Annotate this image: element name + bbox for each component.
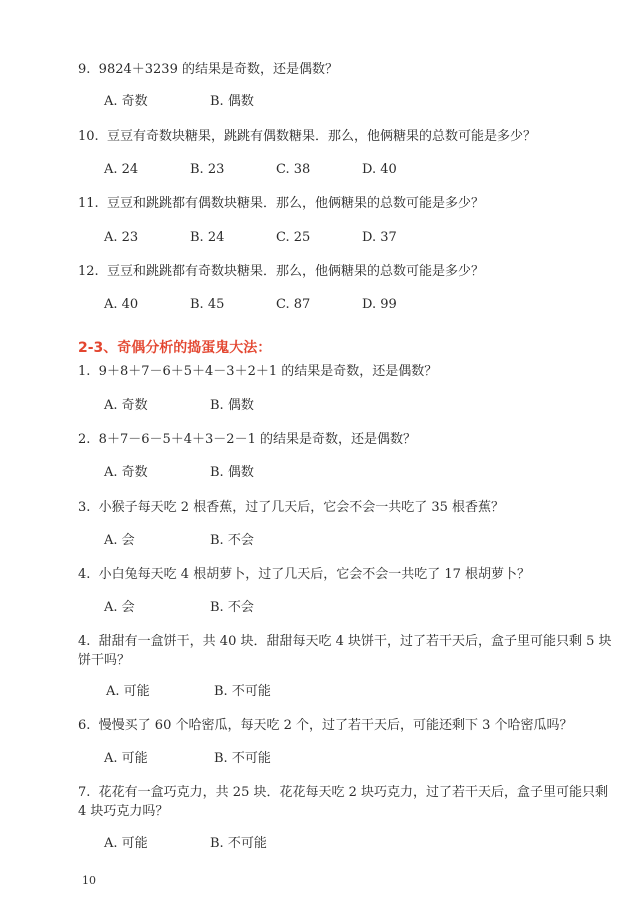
option-a[interactable]: A. 会 — [104, 600, 135, 615]
question-s6 — [78, 716, 608, 735]
option-b[interactable]: B. 不会 — [210, 600, 254, 615]
option-a[interactable]: A. 23 — [104, 230, 139, 245]
option-b[interactable]: B. 不可能 — [214, 751, 271, 766]
question-number: 4. — [78, 634, 91, 649]
option-c[interactable]: C. 25 — [276, 230, 311, 245]
question-number: 12. — [78, 264, 99, 279]
question-s3 — [78, 498, 608, 517]
question-s1 — [78, 362, 608, 381]
option-a[interactable]: A. 可能 — [104, 836, 148, 851]
option-b[interactable]: B. 不可能 — [214, 684, 271, 699]
question-text: 豆豆有奇数块糖果，跳跳有偶数糖果．那么，他俩糖果的总数可能是多少？ — [106, 129, 536, 144]
question-text: 花花有一盒巧克力，共 25 块．花花每天吃 2 块巧克力，过了若干天后，盒子里可能只剩 — [98, 785, 609, 800]
option-c[interactable]: C. 87 — [276, 297, 311, 312]
option-b[interactable]: B. 不会 — [210, 533, 254, 548]
question-number: 11. — [78, 196, 99, 211]
question-number: 10. — [78, 129, 99, 144]
option-b[interactable]: B. 偶数 — [210, 94, 254, 109]
option-a[interactable]: A. 40 — [104, 297, 139, 312]
question-number: 1. — [78, 364, 91, 379]
question-number: 4. — [78, 567, 91, 582]
section-title: 2-3、奇偶分析的捣蛋鬼大法： — [78, 340, 272, 356]
option-d[interactable]: D. 99 — [362, 297, 397, 312]
question-text: 慢慢买了 60 个哈密瓜，每天吃 2 个，过了若干天后，可能还剩下 3 个哈密瓜吗？ — [98, 718, 573, 733]
question-9 — [78, 60, 608, 79]
question-number: 7. — [78, 785, 91, 800]
question-text: 甜甜有一盒饼干，共 40 块．甜甜每天吃 4 块饼干，过了若干天后，盒子里可能只剩 5 块 — [98, 634, 612, 649]
option-b[interactable]: B. 23 — [190, 162, 225, 177]
question-12 — [78, 262, 608, 281]
question-number: 3. — [78, 500, 91, 515]
question-11 — [78, 194, 608, 213]
option-b[interactable]: B. 不可能 — [210, 836, 267, 851]
option-b[interactable]: B. 45 — [190, 297, 225, 312]
question-text: 9＋8＋7－6＋5＋4－3＋2＋1 的结果是奇数，还是偶数？ — [98, 364, 438, 379]
question-number: 2. — [78, 432, 91, 447]
question-s5 — [78, 632, 612, 670]
option-a[interactable]: A. 可能 — [106, 684, 150, 699]
question-text: 豆豆和跳跳都有偶数块糖果．那么，他俩糖果的总数可能是多少？ — [106, 196, 484, 211]
option-b[interactable]: B. 偶数 — [210, 398, 254, 413]
option-a[interactable]: A. 奇数 — [104, 465, 148, 480]
question-text-continued: 饼干吗？ — [78, 653, 131, 668]
question-text: 8＋7－6－5＋4＋3－2－1 的结果是奇数，还是偶数？ — [98, 432, 416, 447]
option-a[interactable]: A. 会 — [104, 533, 135, 548]
question-text: 小白兔每天吃 4 根胡萝卜，过了几天后，它会不会一共吃了 17 根胡萝卜？ — [98, 567, 531, 582]
question-text-continued: 4 块巧克力吗？ — [78, 804, 169, 819]
question-s7 — [78, 783, 608, 821]
question-text: 9824＋3239 的结果是奇数，还是偶数？ — [98, 62, 338, 77]
option-d[interactable]: D. 40 — [362, 162, 397, 177]
page-number: 10 — [82, 874, 96, 887]
option-a[interactable]: A. 可能 — [104, 751, 148, 766]
question-s2 — [78, 430, 608, 449]
option-a[interactable]: A. 奇数 — [104, 398, 148, 413]
option-b[interactable]: B. 24 — [190, 230, 225, 245]
option-d[interactable]: D. 37 — [362, 230, 397, 245]
question-text: 豆豆和跳跳都有奇数块糖果．那么，他俩糖果的总数可能是多少？ — [106, 264, 484, 279]
question-text: 小猴子每天吃 2 根香蕉，过了几天后，它会不会一共吃了 35 根香蕉？ — [98, 500, 505, 515]
option-a[interactable]: A. 奇数 — [104, 94, 148, 109]
question-s4 — [78, 565, 608, 584]
option-a[interactable]: A. 24 — [104, 162, 139, 177]
question-number: 9. — [78, 62, 91, 77]
question-10 — [78, 127, 608, 146]
option-c[interactable]: C. 38 — [276, 162, 311, 177]
question-number: 6. — [78, 718, 91, 733]
option-b[interactable]: B. 偶数 — [210, 465, 254, 480]
